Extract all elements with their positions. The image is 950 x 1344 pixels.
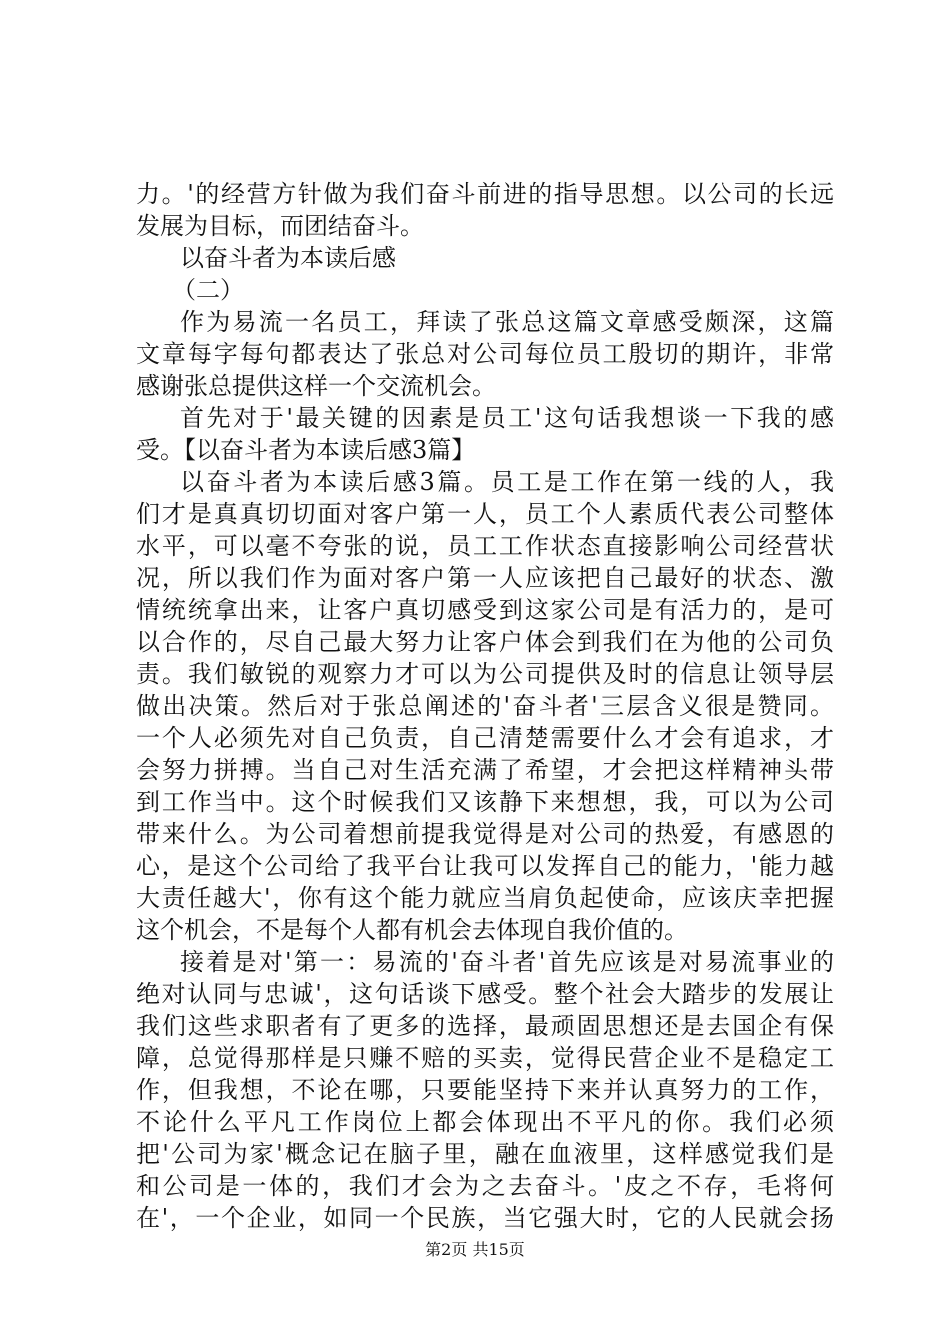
text-line: 作，但我想，不论在哪，只要能坚持下来并认真努力的工作，	[136, 1076, 834, 1104]
text-line: 把'公司为家'概念记在脑子里，融在血液里，这样感觉我们是	[136, 1140, 834, 1168]
text-line: 接着是对'第一：易流的'奋斗者'首先应该是对易流事业的	[180, 948, 834, 976]
text-line: 我们这些求职者有了更多的选择，最顽固思想还是去国企有保	[136, 1012, 834, 1040]
text-line: 这个机会，不是每个人都有机会去体现自我价值的。	[136, 916, 688, 944]
text-line: 发展为目标，而团结奋斗。	[136, 212, 424, 240]
text-line: 一个人必须先对自己负责，自己清楚需要什么才会有追求，才	[136, 724, 834, 752]
text-line: 会努力拼搏。当自己对生活充满了希望，才会把这样精神头带	[136, 756, 834, 784]
text-line: 们才是真真切切面对客户第一人，员工个人素质代表公司整体	[136, 500, 834, 528]
text-line: 障，总觉得那样是只赚不赔的买卖，觉得民营企业不是稳定工	[136, 1044, 834, 1072]
text-line: 带来什么。为公司着想前提我觉得是对公司的热爱，有感恩的	[136, 820, 834, 848]
text-line: 和公司是一体的，我们才会为之去奋斗。'皮之不存，毛将何	[136, 1172, 834, 1200]
text-line: 水平，可以毫不夸张的说，员工工作状态直接影响公司经营状	[136, 532, 834, 560]
text-line: 作为易流一名员工，拜读了张总这篇文章感受颇深，这篇	[180, 308, 834, 336]
text-line: 到工作当中。这个时候我们又该静下来想想，我，可以为公司	[136, 788, 834, 816]
page-footer: 第2页 共15页	[425, 1240, 525, 1259]
text-line: 心，是这个公司给了我平台让我可以发挥自己的能力，'能力越	[136, 852, 834, 880]
text-line: 责。我们敏锐的观察力才可以为公司提供及时的信息让领导层	[136, 660, 834, 688]
text-line: 感谢张总提供这样一个交流机会。	[136, 372, 496, 400]
text-line: 况，所以我们作为面对客户第一人应该把自己最好的状态、激	[136, 564, 834, 592]
text-line: 受。【以奋斗者为本读后感3篇】	[136, 436, 476, 464]
text-line: 情统统拿出来，让客户真切感受到这家公司是有活力的，是可	[136, 596, 834, 624]
text-line: 以合作的，尽自己最大努力让客户体会到我们在为他的公司负	[136, 628, 834, 656]
section-number: （二）	[172, 276, 244, 304]
text-line: 以奋斗者为本读后感3篇。员工是工作在第一线的人，我	[180, 468, 834, 496]
text-line: 首先对于'最关键的因素是员工'这句话我想谈一下我的感	[180, 404, 834, 432]
text-line: 文章每字每句都表达了张总对公司每位员工殷切的期许，非常	[136, 340, 834, 368]
text-line: 不论什么平凡工作岗位上都会体现出不平凡的你。我们必须	[136, 1108, 834, 1136]
text-line: 大责任越大'，你有这个能力就应当肩负起使命，应该庆幸把握	[136, 884, 834, 912]
text-line: 力。'的经营方针做为我们奋斗前进的指导思想。以公司的长远	[136, 180, 834, 208]
body-text	[136, 178, 834, 1234]
essay-title: 以奋斗者为本读后感	[180, 244, 396, 272]
text-line: 做出决策。然后对于张总阐述的'奋斗者'三层含义很是赞同。	[136, 692, 834, 720]
text-line: 绝对认同与忠诚'，这句话谈下感受。整个社会大踏步的发展让	[136, 980, 834, 1008]
text-line: 在'，一个企业，如同一个民族，当它强大时，它的人民就会扬	[136, 1204, 834, 1232]
